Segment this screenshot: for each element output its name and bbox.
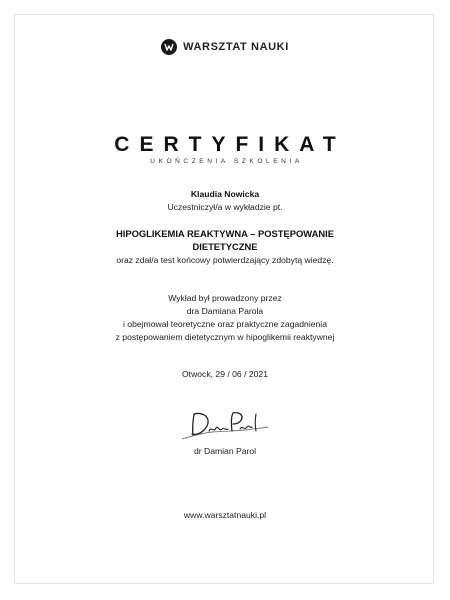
test-text: oraz zdał/a test końcowy potwierdzający zdobytą wiedzę. [116, 255, 334, 265]
certificate-subtitle: UKOŃCZENIA SZKOLENIA [150, 158, 303, 165]
lecture-line: i obejmował teoretyczne oraz praktyczne zagadnienia [123, 319, 327, 329]
participant-name: Klaudia Nowicka [190, 189, 260, 199]
signature-icon [180, 409, 270, 445]
course-title-line-1: HIPOGLIKEMIA REAKTYWNA – POSTĘPOWANIE [115, 228, 335, 239]
place-date: Otwock, 29 / 06 / 2021 [182, 369, 268, 379]
participation-text: Uczestniczył/a w wykładzie pt. [167, 202, 283, 212]
logo [0, 39, 450, 55]
signatory-name: dr Damian Parol [193, 446, 257, 456]
certificate-title: CERTYFIKAT [114, 133, 346, 156]
lecture-line: dra Damiana Parola [186, 306, 264, 316]
website: www.warsztatnauki.pl [183, 510, 267, 520]
course-title-line-2: DIETETYCZNE [192, 241, 258, 252]
logo-icon [161, 39, 177, 55]
logo-text: WARSZTAT NAUKI [183, 41, 289, 53]
lecture-line: Wykład był prowadzony przez [168, 293, 282, 303]
lecture-line: z postępowaniem dietetycznym w hipoglikemii reaktywnej [115, 332, 335, 342]
